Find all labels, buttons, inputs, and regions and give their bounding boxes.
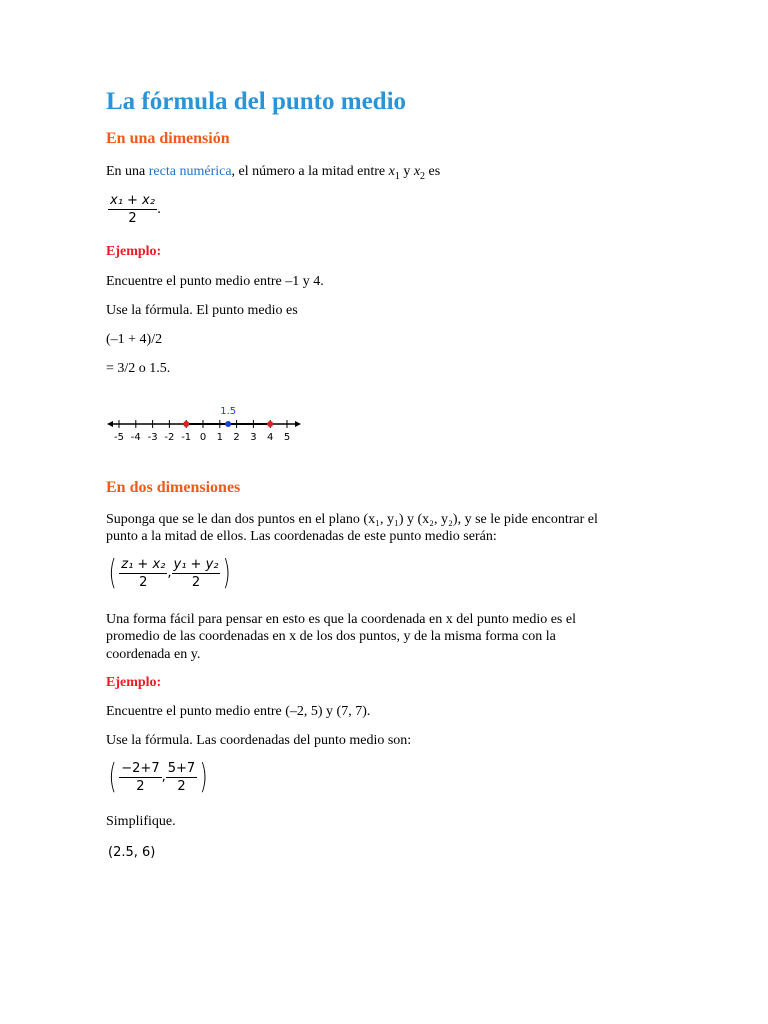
intro-text-post: , el número a la mitad entre [231, 164, 389, 179]
tick-label: 3 [250, 432, 257, 443]
tick-label: 2 [233, 432, 240, 443]
example-formula-2d [106, 757, 210, 797]
simplify-text: Simplifique. [106, 814, 176, 829]
intro-paragraph [106, 163, 666, 185]
example1-line3: (–1 + 4)/2 [106, 332, 163, 347]
tick-label: 4 [267, 432, 274, 443]
example1-line4: = 3/2 o 1.5. [106, 361, 171, 376]
example1-line2: Use la fórmula. El punto medio es [106, 303, 298, 318]
example-formula-x [119, 761, 161, 794]
paragraph-explain-line2: promedio de las coordenadas en x de los dos puntos, y de la misma forma con la [106, 629, 556, 644]
numberline-link[interactable]: recta numérica [148, 164, 232, 179]
left-arrow-icon [107, 421, 113, 427]
formula-2d-x [119, 557, 167, 590]
paragraph-2d-line2: punto a la mitad de ellos. Las coordenadas de este punto medio serán: [106, 529, 497, 544]
paragraph-2d-line1: Suponga que se le dan dos puntos en el plano (x₁, y₁) y (x₂, y₂), y se le pide encontrar el [106, 512, 598, 527]
formula-period: . [156, 202, 162, 217]
example-formula-y-den: 2 [177, 778, 186, 794]
paragraph-explain-line3: coordenada en y. [106, 647, 201, 662]
heading-one-dimension: En una dimensión [106, 130, 230, 147]
example-label-2: Ejemplo: [106, 675, 162, 690]
and-text: y [399, 164, 414, 179]
right-arrow-icon [295, 421, 301, 427]
tick-label: 1 [216, 432, 223, 443]
midpoint-label: 1.5 [220, 406, 237, 417]
tick-label: -2 [164, 432, 175, 443]
midpoint-dot [225, 421, 231, 427]
midpoint-formula-1d [108, 193, 161, 226]
heading-two-dimensions: En dos dimensiones [106, 479, 241, 496]
formula-2d-y-num: y₁ + y₂ [173, 556, 219, 572]
es-text: es [425, 164, 441, 179]
formula-2d-x-num: z₁ + x₂ [121, 556, 166, 572]
midpoint-formula-2d [106, 553, 234, 593]
page-title: La fórmula del punto medio [106, 88, 407, 115]
tick-label: -5 [114, 432, 124, 443]
left-paren: ( [108, 553, 117, 593]
endpoint-dot [183, 421, 189, 427]
example-formula-y-num: 5+7 [167, 760, 196, 776]
sub-1: 1 [394, 170, 400, 182]
example-formula-x-den: 2 [136, 778, 145, 794]
comma: , [167, 565, 172, 581]
formula-numerator: x₁ + x₂ [110, 193, 155, 208]
example-formula-y [166, 761, 197, 794]
formula-2d-x-den: 2 [139, 574, 148, 590]
right-paren: ) [223, 553, 232, 593]
example-formula-x-num: −2+7 [121, 760, 160, 776]
formula-denominator: 2 [128, 211, 137, 226]
tick-label: -1 [181, 432, 192, 443]
comma-2: , [161, 769, 166, 785]
example1-line1: Encuentre el punto medio entre –1 y 4. [106, 274, 324, 289]
tick-label: -3 [147, 432, 158, 443]
tick-label: 0 [199, 432, 207, 443]
var-x1: x [388, 164, 395, 179]
intro-text-pre: En una [106, 164, 149, 179]
example2-line1: Encuentre el punto medio entre (–2, 5) y (7, 7). [106, 704, 371, 719]
left-paren-2: ( [108, 757, 117, 797]
result-value: (2.5, 6) [108, 845, 156, 860]
right-paren-2: ) [199, 757, 208, 797]
formula-fraction [108, 193, 157, 226]
sub-2: 2 [420, 170, 426, 182]
tick-label: -4 [130, 432, 141, 443]
var-x2: x [413, 164, 421, 179]
paragraph-explain-line1: Una forma fácil para pensar en esto es que la coordenada en x del punto medio es el [106, 612, 576, 627]
formula-2d-y [172, 557, 221, 590]
formula-2d-y-den: 2 [191, 574, 201, 590]
example2-line2: Use la fórmula. Las coordenadas del punto medio son: [106, 733, 412, 748]
endpoint-dot [267, 421, 273, 427]
number-line [106, 398, 306, 446]
tick-label: 5 [283, 432, 291, 443]
example-label-1: Ejemplo: [106, 244, 162, 259]
